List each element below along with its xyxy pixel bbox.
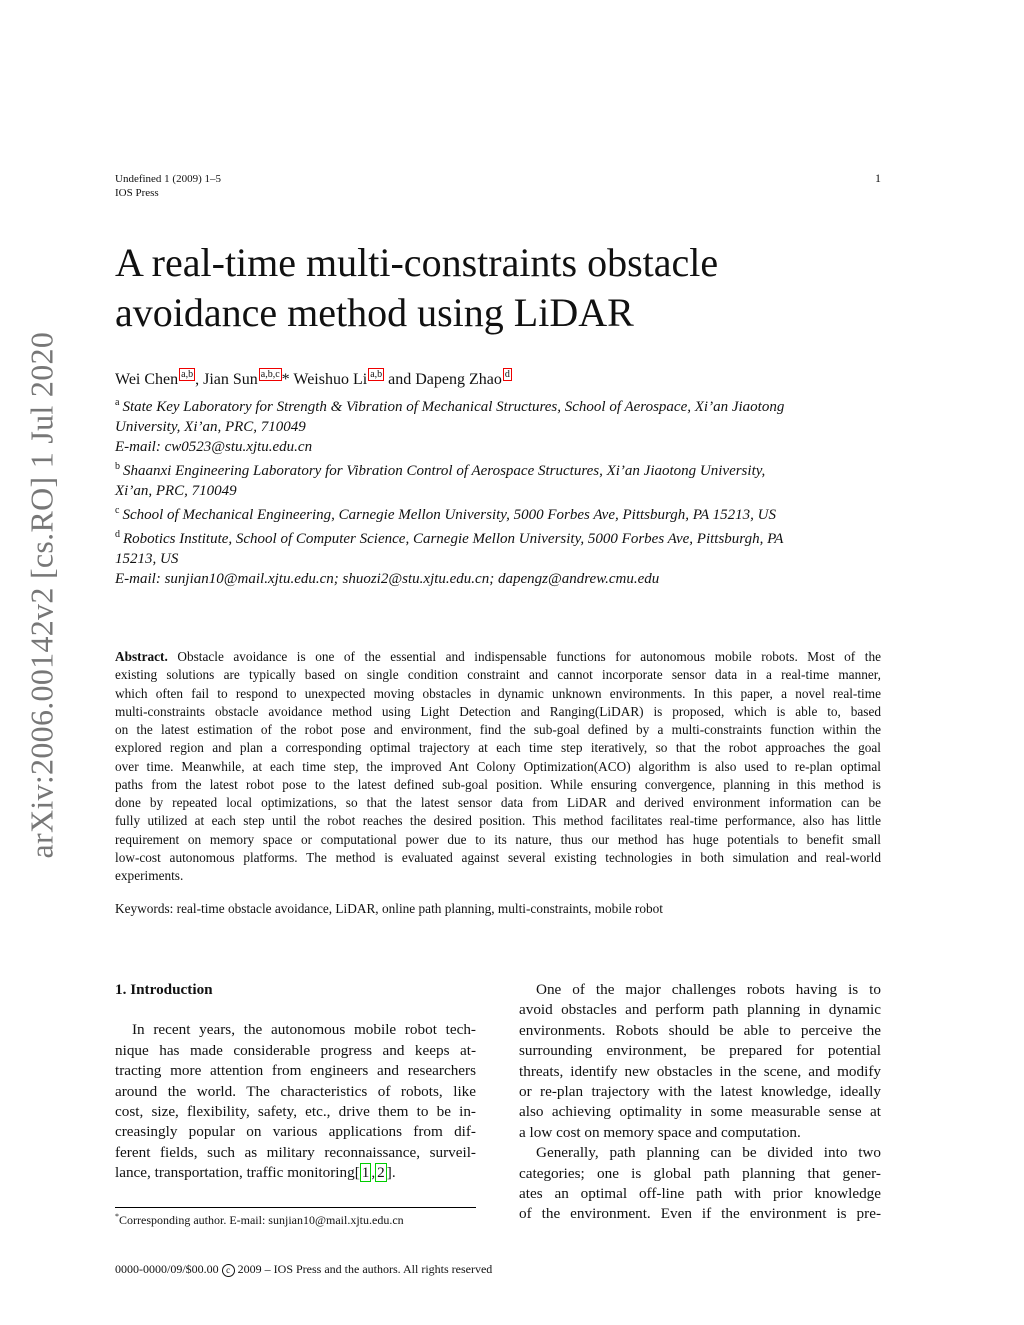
abstract-line: [115, 739, 881, 757]
author-separator: *: [281, 371, 294, 388]
abstract-text: low-cost autonomous platforms. The method is evaluated against several existing technologies in both simulation and real-world: [115, 849, 881, 865]
abstract-text: fully utilized at each step until the robot reaches the desired position. This method facilitates real-time performance, also has little: [115, 813, 881, 829]
affiliation-line: [115, 437, 885, 457]
abstract: [115, 648, 881, 885]
abstract-text: Obstacle avoidance is one of the essential and indispensable functions for autonomous mobile robots. Most of the: [177, 649, 881, 664]
text-line: [519, 1062, 881, 1082]
text-line: [519, 980, 881, 1000]
affiliation-mark: d: [115, 529, 120, 540]
footnote: [115, 1212, 404, 1228]
abstract-text: on the latest estimation of the robot pose and environment, find the sub-goal defined by a multi-constraints function within the: [115, 722, 881, 737]
abstract-text: existing solutions are typically based on single condition constraint and cannot incorporate sensor data in a real-time manner,: [115, 667, 881, 683]
affiliation-line: [115, 501, 885, 525]
bracket: ]: [386, 1164, 392, 1182]
affiliation-line: [115, 393, 885, 417]
abstract-line: [115, 703, 881, 721]
affiliation-text: E-mail: sunjian10@mail.xjtu.edu.cn; shuozi2@stu.xjtu.edu.cn; dapengz@andrew.cmu.edu: [115, 571, 660, 587]
line-text: tracting more attention from engineers and researchers: [115, 1062, 476, 1080]
affiliation-link[interactable]: a,b,c: [260, 369, 280, 380]
affiliation-text: 15213, US: [115, 551, 179, 567]
author-name: Weishuo Li: [293, 371, 368, 388]
line-text: threats, identify new obstacles in the scene, and modify: [519, 1062, 881, 1080]
copyright-footer: [115, 1262, 492, 1277]
footnote-rule: [115, 1207, 476, 1208]
abstract-line: [115, 776, 881, 794]
text-line: [115, 1163, 476, 1183]
affiliation-mark: b: [115, 461, 120, 472]
affiliation-text: University, Xi’an, PRC, 710049: [115, 419, 306, 435]
text-line: [519, 1082, 881, 1102]
text-line: [519, 1164, 881, 1184]
left-column: [115, 980, 476, 1184]
affiliations: [115, 393, 885, 589]
right-column: [519, 980, 881, 1225]
affiliation-text: Robotics Institute, School of Computer Science, Carnegie Mellon University, 5000 Forbes Ave, Pittsburgh, PA: [123, 531, 784, 547]
author-name: Dapeng Zhao: [415, 371, 502, 388]
line-text: In recent years, the autonomous mobile robot tech-: [132, 1021, 476, 1039]
author-separator: and: [384, 371, 416, 388]
text-line: [519, 1204, 881, 1224]
text-line: [519, 1123, 881, 1143]
text-line: [519, 1021, 881, 1041]
abstract-line: [115, 685, 881, 703]
line-text: also achieving optimality in some measurable sense at: [519, 1103, 881, 1121]
abstract-line: [115, 648, 881, 666]
abstract-line: [115, 849, 881, 867]
running-header: [115, 172, 221, 200]
affiliation-text: Shaanxi Engineering Laboratory for Vibration Control of Aerospace Structures, Xi’an Jiaotong University,: [123, 463, 766, 479]
text-line: [115, 1082, 476, 1102]
title-line: A real-time multi-constraints obstacle: [115, 240, 719, 285]
text-line: [519, 1000, 881, 1020]
line-text: ferent fields, such as military reconnaissance, surveil-: [115, 1143, 476, 1161]
abstract-text: explored region and plan a corresponding optimal trajectory at each time step iteratively, so that the robot approaches the goal: [115, 740, 881, 756]
abstract-text: multi-constraints obstacle avoidance method using Light Detection and Ranging(LiDAR) is proposed, which is able to, based: [115, 703, 881, 719]
text-line: [519, 1184, 881, 1204]
abstract-text: requirement on memory space or computational power due to its nature, thus our method has huge potentials to benefit small: [115, 831, 881, 847]
line-text: avoid obstacles and perform path planning in dynamic: [519, 1001, 881, 1019]
line-text: ates an optimal off-line path with prior knowledge: [519, 1185, 881, 1203]
affiliation-mark: a: [115, 397, 120, 408]
affiliation-text: Xi’an, PRC, 710049: [115, 483, 237, 499]
abstract-text: experiments.: [115, 868, 184, 883]
title-line: avoidance method using LiDAR: [115, 290, 634, 335]
text-line: [115, 1041, 476, 1061]
period: .: [391, 1164, 396, 1182]
bracket: [: [354, 1164, 360, 1182]
affiliation-link[interactable]: a,b: [370, 369, 383, 380]
affiliation-text: E-mail: cw0523@stu.xjtu.edu.cn: [115, 439, 313, 455]
text-line: [519, 1041, 881, 1061]
author-name: Jian Sun: [203, 371, 258, 388]
abstract-label: Abstract.: [115, 649, 168, 664]
line-text: creasingly popular on various applications from dif-: [115, 1123, 476, 1141]
abstract-line: [115, 867, 881, 885]
text-line: [115, 1020, 476, 1040]
copyright-icon: c: [222, 1264, 235, 1277]
journal-info: Undefined 1 (2009) 1–5: [115, 173, 222, 185]
comma: ,: [371, 1164, 376, 1182]
abstract-text: which often fail to respond to unexpected moving obstacles in dynamic unknown environments. In this paper, a novel real-time: [115, 685, 881, 701]
affiliation-line: [115, 549, 885, 569]
paragraph: [519, 1143, 881, 1225]
affiliation-line: [115, 569, 885, 589]
text-line: [115, 1061, 476, 1081]
affiliation-line: [115, 457, 885, 481]
abstract-line: [115, 666, 881, 684]
affiliation-link[interactable]: a,b: [181, 369, 194, 380]
author-separator: ,: [195, 371, 204, 388]
text-line: [115, 1102, 476, 1122]
line-text: or re-plan trajectory with the latest knowledge, ideally: [519, 1083, 881, 1101]
author-list: [115, 368, 512, 390]
text-line: [115, 1122, 476, 1142]
line-text: nique has made considerable progress and keeps at-: [115, 1041, 476, 1059]
affiliation-text: School of Mechanical Engineering, Carnegie Mellon University, 5000 Forbes Ave, Pittsburgh, PA 15213, US: [122, 507, 776, 523]
affiliation-mark: c: [115, 505, 120, 516]
line-text: around the world. The characteristics of robots, like: [115, 1082, 476, 1100]
issn: 0000-0000/09/$00.00: [115, 1262, 219, 1276]
affiliation-link[interactable]: d: [504, 369, 510, 380]
line-text: Generally, path planning can be divided into two: [536, 1144, 881, 1162]
text-line: [115, 1143, 476, 1163]
footnote-text: Corresponding author. E-mail: sunjian10@mail.xjtu.edu.cn: [119, 1213, 404, 1227]
abstract-text: over time. Meanwhile, at each time step, the improved Ant Colony Optimization(ACO) algorithm is also used to re-plan optimal: [115, 758, 881, 774]
affiliation-line: [115, 417, 885, 437]
line-text: surrounding environment, be prepared for potential: [519, 1042, 881, 1060]
paragraph: [519, 980, 881, 1143]
text-line: [519, 1102, 881, 1122]
publisher: IOS Press: [115, 187, 159, 199]
footnote-mark: *: [115, 1212, 119, 1221]
abstract-line: [115, 812, 881, 830]
abstract-line: [115, 831, 881, 849]
abstract-line: [115, 721, 881, 739]
keywords: Keywords: real-time obstacle avoidance, LiDAR, online path planning, multi-constraints, mobile robot: [115, 901, 663, 916]
page-number: 1: [875, 171, 881, 185]
copyright-text: 2009 – IOS Press and the authors. All rights reserved: [237, 1262, 493, 1276]
line-text: environments. Robots should be able to perceive the: [519, 1021, 881, 1039]
arxiv-stamp: arXiv:2006.00142v2 [cs.RO] 1 Jul 2020: [23, 331, 60, 859]
line-text: cost, size, flexibility, safety, etc., drive them to be in-: [115, 1103, 476, 1121]
abstract-line: [115, 794, 881, 812]
text-line: [519, 1143, 881, 1163]
affiliation-text: State Key Laboratory for Strength & Vibration of Mechanical Structures, School of Aerospace, Xi’an Jiaotong: [122, 399, 785, 415]
paragraph: [115, 1020, 476, 1183]
line-text: categories; one is global path planning that gener-: [519, 1164, 881, 1182]
author-name: Wei Chen: [115, 371, 179, 388]
abstract-text: done by repeated local optimizations, so that the latest sensor data from LiDAR and derived environment information can be: [115, 795, 881, 810]
paper-title: [115, 238, 718, 338]
line-text: lance, transportation, traffic monitoring: [115, 1164, 355, 1182]
line-text: a low cost on memory space and computation.: [519, 1123, 801, 1141]
citation-link[interactable]: 1: [361, 1164, 370, 1182]
affiliation-line: [115, 525, 885, 549]
citation-link[interactable]: 2: [377, 1164, 385, 1182]
abstract-text: paths from the latest robot pose to the latest defined sub-goal position. While ensuring convergence, planning in this method is: [115, 776, 881, 792]
affiliation-line: [115, 481, 885, 501]
line-text: of the environment. Even if the environment is pre-: [519, 1205, 881, 1223]
abstract-line: [115, 758, 881, 776]
section-heading: 1. Introduction: [115, 981, 213, 998]
line-text: One of the major challenges robots having is to: [536, 981, 881, 998]
